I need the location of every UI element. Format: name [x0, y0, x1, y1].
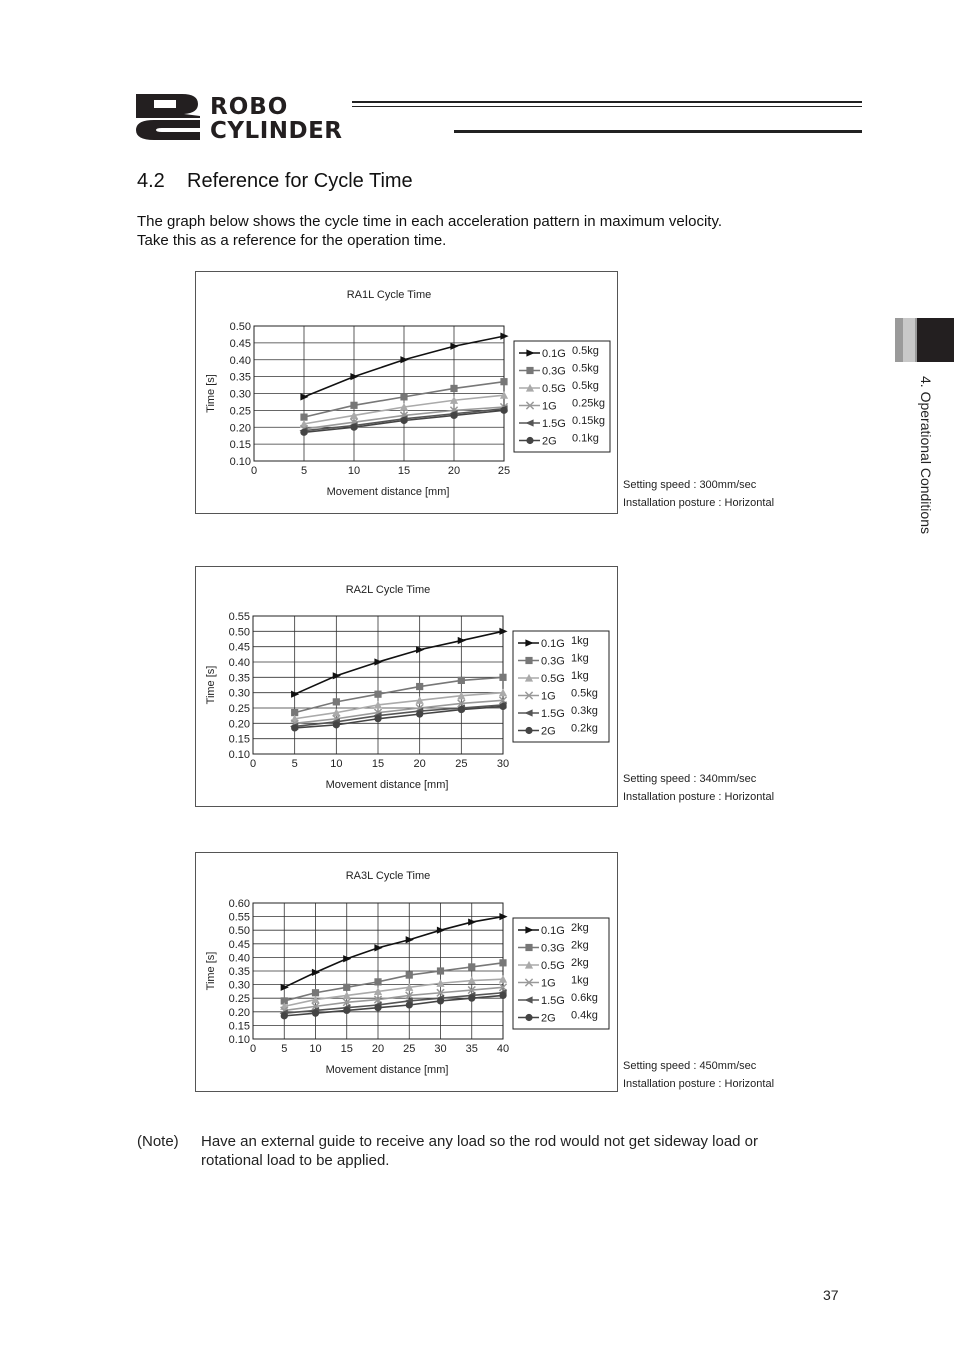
data-point	[374, 691, 381, 698]
y-tick-label-3: 0.25	[228, 993, 250, 1006]
series-line	[295, 631, 503, 694]
data-point	[350, 402, 357, 409]
data-point	[416, 646, 424, 653]
x-tick-label-3: 15	[371, 758, 385, 770]
data-point	[450, 385, 457, 392]
chart-frame-ra2l	[195, 566, 618, 807]
y-tick-label-1: 0.15	[228, 733, 250, 746]
data-point	[500, 378, 507, 385]
legend-swatch-marker	[525, 657, 532, 664]
data-point	[458, 677, 465, 684]
data-point	[374, 658, 382, 665]
note-line-2: rotational load to be applied.	[201, 1152, 390, 1169]
data-point	[437, 967, 444, 974]
y-axis-label: Time [s]	[205, 665, 217, 705]
x-tick-label-1: 5	[291, 758, 298, 770]
x-tick-label-3: 15	[340, 1043, 353, 1055]
y-axis-label: Time [s]	[205, 951, 217, 991]
data-point	[406, 971, 413, 978]
setting-speed-3: Setting speed : 450mm/sec	[623, 1060, 757, 1072]
y-tick-label-2: 0.20	[228, 1006, 250, 1019]
x-tick-label-5: 25	[497, 465, 511, 477]
legend-load: 2kg	[571, 939, 589, 952]
legend-load: 2kg	[571, 957, 589, 969]
x-axis-label: Movement distance [mm]	[325, 779, 449, 791]
data-point	[437, 997, 444, 1004]
series-1G	[291, 697, 507, 727]
legend-label: 0.3G	[542, 365, 566, 378]
y-tick-label-4: 0.30	[228, 979, 250, 992]
chapter-side-label: 4. Operational Conditions	[918, 376, 934, 534]
legend-label: 0.5G	[541, 673, 565, 685]
data-point	[312, 969, 320, 976]
data-point	[374, 978, 381, 985]
header-rule-top	[352, 101, 862, 103]
y-tick-label-1: 0.15	[228, 1020, 250, 1033]
y-tick-label-7: 0.45	[228, 938, 250, 951]
y-tick-label-2: 0.20	[229, 422, 251, 435]
legend-swatch-marker	[525, 727, 532, 734]
y-axis-label: Time [s]	[205, 374, 217, 413]
data-point	[406, 1001, 413, 1008]
data-point	[458, 637, 466, 644]
data-point	[499, 992, 506, 999]
series-line	[295, 693, 503, 719]
legend-load: 0.5kg	[571, 687, 598, 700]
legend-load: 0.3kg	[571, 705, 598, 717]
x-tick-label-2: 10	[347, 465, 361, 477]
x-tick-label-3: 15	[397, 465, 411, 477]
data-point	[333, 721, 340, 728]
note-line-1: Have an external guide to receive any load so the rod would not get sideway load or	[201, 1133, 759, 1150]
y-tick-label-9: 0.55	[228, 611, 250, 623]
data-point	[450, 412, 457, 419]
chart-title: RA1L Cycle Time	[346, 289, 432, 301]
legend-load: 1kg	[571, 974, 589, 987]
chart-ra2l	[196, 567, 617, 806]
data-point	[343, 1007, 350, 1014]
legend-label: 0.5G	[542, 383, 566, 395]
legend-load: 0.15kg	[572, 415, 606, 427]
data-point	[499, 703, 506, 710]
data-point	[312, 1010, 319, 1017]
svg-text:ROBO: ROBO	[210, 94, 289, 120]
x-tick-label-8: 40	[496, 1043, 510, 1055]
y-tick-label-5: 0.35	[228, 966, 250, 978]
x-tick-label-0: 0	[249, 1043, 257, 1055]
data-point	[416, 711, 423, 718]
y-tick-label-3: 0.25	[229, 405, 251, 418]
x-tick-label-4: 20	[371, 1043, 385, 1055]
legend-load: 0.5kg	[572, 380, 599, 392]
x-tick-label-4: 20	[447, 465, 461, 477]
y-tick-label-5: 0.35	[228, 672, 250, 685]
x-tick-label-1: 5	[281, 1043, 288, 1055]
legend-label: 0.3G	[541, 655, 565, 668]
legend-label: 0.1G	[541, 925, 565, 937]
legend-swatch-marker	[525, 1014, 532, 1021]
x-axis-label: Movement distance [mm]	[326, 486, 450, 498]
chart-frame-ra3l	[195, 852, 618, 1092]
x-tick-label-2: 10	[309, 1043, 322, 1055]
data-point	[437, 927, 445, 934]
data-point	[343, 955, 351, 962]
y-tick-label-8: 0.50	[229, 321, 251, 333]
data-point	[468, 918, 476, 925]
legend-load: 0.4kg	[571, 1009, 598, 1022]
legend-load: 0.25kg	[572, 397, 606, 410]
legend-label: 1.5G	[542, 418, 566, 430]
data-point	[499, 959, 506, 966]
chart-title: RA3L Cycle Time	[345, 870, 431, 882]
y-tick-label-10: 0.60	[228, 898, 250, 910]
y-tick-label-4: 0.30	[228, 687, 250, 700]
chart-grid	[253, 616, 503, 754]
y-tick-label-9: 0.55	[228, 911, 250, 924]
page-number: 37	[823, 1287, 839, 1303]
y-tick-label-4: 0.30	[229, 388, 251, 401]
x-tick-label-6: 30	[496, 758, 510, 770]
setting-speed-1: Setting speed : 300mm/sec	[623, 479, 757, 491]
legend-label: 0.1G	[541, 638, 565, 650]
series-line	[284, 917, 503, 988]
legend-label: 0.5G	[541, 960, 565, 972]
x-tick-label-7: 35	[465, 1043, 478, 1055]
data-point	[300, 393, 308, 400]
y-tick-label-8: 0.50	[228, 925, 250, 938]
legend-label: 1.5G	[541, 995, 565, 1007]
header-rule-top-thin	[352, 106, 862, 107]
x-tick-label-6: 30	[434, 1043, 447, 1055]
legend-label: 0.1G	[542, 348, 566, 360]
data-point	[468, 963, 475, 970]
y-tick-label-6: 0.40	[228, 952, 250, 965]
chart-ra1l	[196, 272, 617, 513]
chart-title: RA2L Cycle Time	[345, 584, 431, 596]
x-tick-label-0: 0	[250, 465, 258, 477]
data-point	[468, 995, 475, 1002]
data-point	[400, 356, 408, 363]
legend-load: 1kg	[571, 635, 589, 647]
data-point	[499, 674, 506, 681]
x-tick-label-0: 0	[249, 758, 257, 770]
x-tick-label-2: 10	[330, 758, 343, 770]
data-point	[343, 984, 350, 991]
side-tab-marker-dark	[917, 318, 954, 362]
data-point	[350, 373, 358, 380]
data-point	[312, 989, 319, 996]
y-tick-label-7: 0.45	[229, 337, 251, 350]
data-point	[281, 1012, 288, 1019]
data-point	[400, 393, 407, 400]
data-point	[374, 944, 382, 951]
legend-swatch-marker	[526, 367, 533, 374]
y-tick-label-1: 0.15	[229, 439, 251, 452]
y-tick-label-0: 0.10	[229, 456, 251, 468]
series-0_1G	[291, 628, 508, 698]
y-tick-label-0: 0.10	[228, 749, 250, 761]
data-point	[291, 724, 298, 731]
x-axis-label: Movement distance [mm]	[325, 1064, 449, 1076]
legend-label: 1G	[541, 977, 556, 990]
legend-load: 1kg	[571, 670, 589, 682]
y-tick-label-5: 0.35	[229, 371, 251, 384]
installation-posture-2: Installation posture : Horizontal	[623, 791, 775, 803]
x-tick-label-1: 5	[300, 465, 308, 477]
data-point	[450, 343, 458, 350]
header-rule-bottom	[454, 130, 862, 133]
side-tab-marker-light	[903, 318, 915, 362]
legend-label: 1G	[541, 690, 556, 703]
data-point	[374, 1004, 381, 1011]
data-point	[458, 706, 465, 713]
chart-frame-ra1l	[195, 271, 618, 514]
y-tick-label-0: 0.10	[228, 1034, 250, 1046]
legend-swatch-marker	[526, 437, 533, 444]
series-0_1G	[281, 913, 508, 991]
legend-load: 0.2kg	[571, 722, 598, 735]
legend-label: 1.5G	[541, 708, 565, 720]
legend-load: 0.5kg	[572, 345, 599, 357]
legend-label: 2G	[541, 725, 556, 738]
data-point	[400, 417, 407, 424]
intro-line-1: The graph below shows the cycle time in each acceleration pattern in maximum velocity.	[137, 213, 722, 230]
x-tick-label-4: 20	[413, 758, 426, 770]
legend-load: 2kg	[571, 922, 589, 934]
chart-grid	[254, 326, 504, 461]
note-label: (Note)	[137, 1133, 179, 1150]
legend-label: 1G	[542, 400, 557, 413]
legend-swatch-marker	[525, 944, 532, 951]
data-point	[406, 936, 414, 943]
data-point	[350, 424, 357, 431]
data-point	[300, 429, 307, 436]
y-tick-label-7: 0.45	[228, 641, 250, 654]
legend-load: 0.6kg	[571, 992, 598, 1004]
data-point	[416, 683, 423, 690]
x-tick-label-5: 25	[455, 758, 468, 770]
legend-label: 2G	[542, 435, 557, 448]
chart-ra3l	[196, 853, 617, 1091]
section-title: 4.2 Reference for Cycle Time	[137, 170, 413, 192]
intro-line-2: Take this as a reference for the operation time.	[137, 232, 447, 249]
installation-posture-1: Installation posture : Horizontal	[623, 497, 775, 509]
legend-label: 2G	[541, 1012, 556, 1025]
data-point	[333, 672, 341, 679]
y-tick-label-3: 0.25	[228, 703, 250, 715]
y-tick-label-8: 0.50	[228, 626, 250, 639]
data-point	[333, 698, 340, 705]
data-point	[291, 691, 299, 698]
legend-label: 0.3G	[541, 942, 565, 955]
legend-load: 1kg	[571, 652, 589, 665]
installation-posture-3: Installation posture : Horizontal	[623, 1078, 775, 1090]
data-point	[374, 715, 381, 722]
legend-load: 0.5kg	[572, 362, 599, 375]
setting-speed-2: Setting speed : 340mm/sec	[623, 773, 757, 785]
y-tick-label-2: 0.20	[228, 718, 250, 731]
y-tick-label-6: 0.40	[229, 354, 251, 367]
legend-load: 0.1kg	[572, 432, 599, 445]
data-point	[500, 407, 507, 414]
x-tick-label-5: 25	[403, 1043, 416, 1055]
data-point	[300, 414, 307, 421]
y-tick-label-6: 0.40	[228, 657, 250, 669]
svg-text:CYLINDER: CYLINDER	[210, 118, 343, 144]
